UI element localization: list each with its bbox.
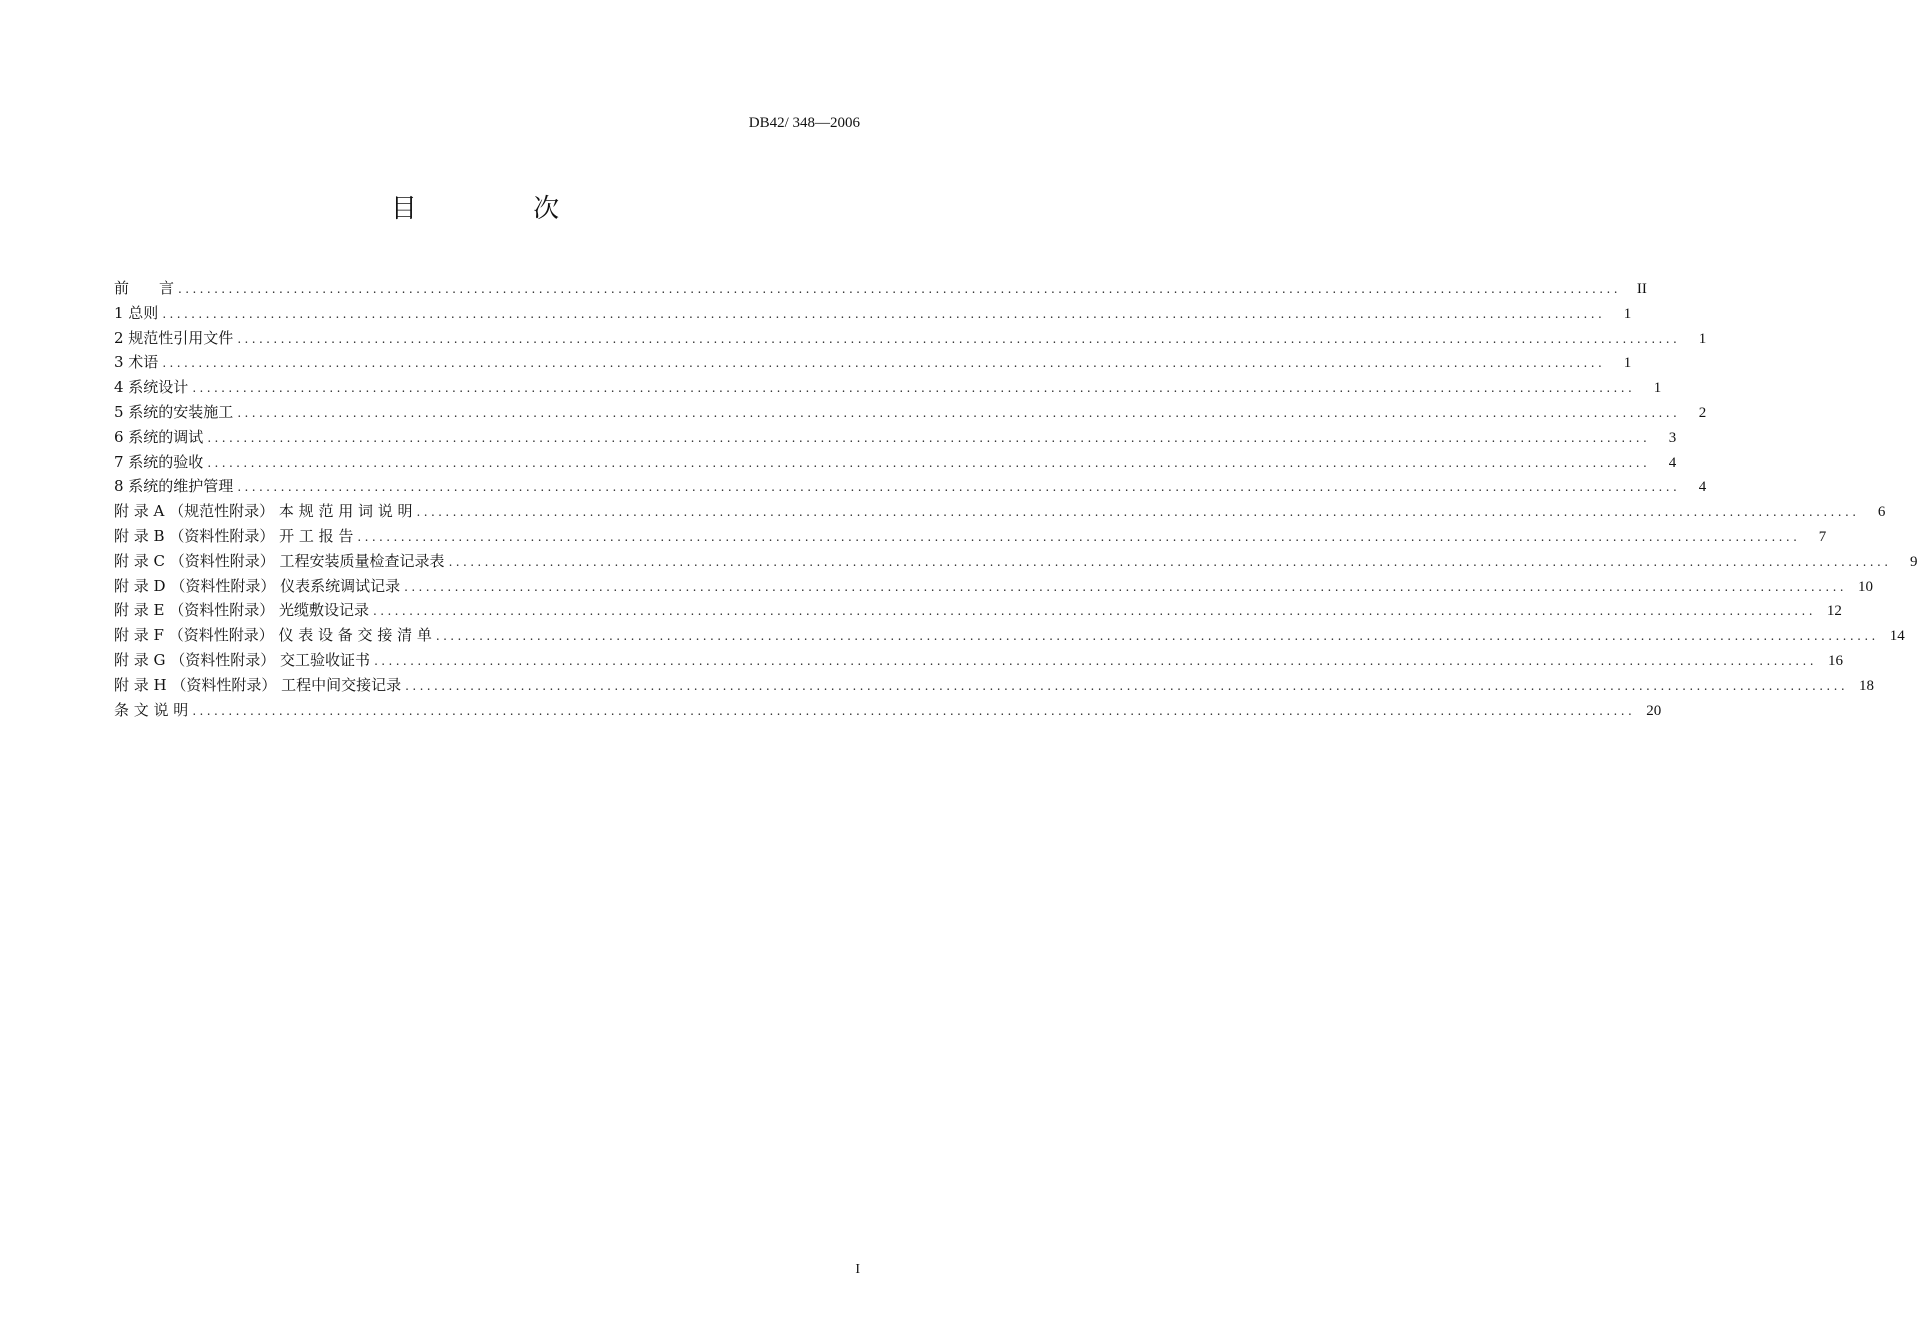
toc-entry-label: 附 录 D （资料性附录） 仪表系统调试记录 — [114, 576, 401, 595]
toc-entry[interactable] — [114, 276, 1647, 301]
toc-entry[interactable] — [114, 450, 1677, 475]
toc-entry-label: 8 系统的维护管理 — [114, 477, 234, 496]
toc-entry[interactable] — [114, 549, 1917, 574]
toc-entry-label: 5 系统的安装施工 — [114, 402, 234, 421]
toc-entry-label: 3 术语 — [114, 353, 159, 372]
dot-leader: ........................................................................................................................................................................................................ — [374, 653, 1817, 668]
toc-entry[interactable] — [114, 499, 1886, 524]
toc-entry-label: 7 系统的验收 — [114, 452, 204, 471]
toc-entry-page: 2 — [1698, 404, 1707, 421]
dot-leader: ........................................................................................................................................................................................................ — [405, 678, 1849, 693]
toc-entry-label: 附 录 E （资料性附录） 光缆敷设记录 — [114, 601, 370, 620]
toc-entry[interactable] — [114, 425, 1677, 450]
toc-entry-page: 12 — [1826, 603, 1842, 620]
dot-leader: ........................................................................................................................................................................................................ — [237, 405, 1681, 420]
toc-entry-page: II — [1636, 281, 1647, 297]
toc-entry-label: 附 录 C （资料性附录） 工程安装质量检查记录表 — [114, 551, 445, 570]
toc-entry[interactable] — [114, 574, 1873, 599]
toc-entry-page: 7 — [1818, 528, 1827, 545]
toc-entry-page: 1 — [1623, 355, 1632, 372]
dot-leader: ........................................................................................................................................................................................................ — [207, 430, 1651, 445]
toc-entry-label: 6 系统的调试 — [114, 427, 204, 446]
dot-leader: ........................................................................................................................................................................................................ — [237, 331, 1681, 346]
toc-entry[interactable] — [114, 326, 1707, 351]
toc-entry-page: 9 — [1909, 553, 1917, 570]
page-title: 目 次 — [390, 194, 614, 224]
toc-entry-label: 1 总则 — [114, 303, 159, 322]
dot-leader: ........................................................................................................................................................................................................ — [435, 629, 1879, 644]
toc-entry[interactable] — [114, 474, 1707, 499]
toc-entry-label: 附 录 H （资料性附录） 工程中间交接记录 — [114, 675, 402, 694]
toc-entry[interactable] — [114, 598, 1842, 623]
toc-entry[interactable] — [114, 350, 1632, 375]
toc-entry[interactable] — [114, 375, 1662, 400]
dot-leader: ........................................................................................................................................................................................................ — [357, 529, 1801, 544]
dot-leader: ........................................................................................................................................................................................................ — [416, 505, 1860, 520]
toc-entry-label: 2 规范性引用文件 — [114, 328, 234, 347]
toc-entry-label: 附 录 F （资料性附录） 仪 表 设 备 交 接 清 单 — [114, 626, 432, 645]
toc-entry-label: 4 系统设计 — [114, 378, 189, 397]
toc-entry-page: 14 — [1889, 628, 1905, 645]
toc-entry-page: 20 — [1646, 702, 1662, 719]
table-of-contents — [114, 276, 1917, 722]
toc-entry[interactable] — [114, 524, 1827, 549]
dot-leader: ........................................................................................................................................................................................................ — [178, 282, 1621, 296]
toc-entry-label: 前 言 — [114, 279, 175, 297]
toc-entry-page: 4 — [1668, 454, 1677, 471]
page-number: I — [855, 1262, 860, 1277]
dot-leader: ........................................................................................................................................................................................................ — [162, 356, 1606, 371]
toc-entry-label: 附 录 B （资料性附录） 开 工 报 告 — [114, 526, 354, 545]
toc-entry-page: 1 — [1623, 305, 1632, 322]
dot-leader: ........................................................................................................................................................................................................ — [448, 554, 1892, 569]
toc-entry-page: 4 — [1698, 479, 1707, 496]
toc-entry[interactable] — [114, 623, 1905, 648]
toc-entry-page: 3 — [1668, 429, 1677, 446]
toc-entry[interactable] — [114, 698, 1662, 723]
toc-entry-page: 10 — [1858, 578, 1873, 595]
toc-entry-page: 1 — [1653, 380, 1662, 397]
toc-entry-page: 1 — [1698, 330, 1707, 347]
dot-leader: ........................................................................................................................................................................................................ — [237, 480, 1681, 495]
toc-entry-label: 附 录 A （规范性附录） 本 规 范 用 词 说 明 — [114, 502, 413, 521]
document-id: DB42/ 348—2006 — [748, 115, 860, 131]
toc-entry-label: 附 录 G （资料性附录） 交工验收证书 — [114, 650, 371, 669]
toc-entry-page: 16 — [1827, 652, 1843, 669]
toc-entry-page: 18 — [1859, 677, 1875, 694]
toc-entry[interactable] — [114, 673, 1875, 698]
toc-entry[interactable] — [114, 301, 1632, 326]
dot-leader: ........................................................................................................................................................................................................ — [207, 455, 1651, 470]
dot-leader: ........................................................................................................................................................................................................ — [162, 306, 1606, 321]
dot-leader: ........................................................................................................................................................................................................ — [404, 579, 1847, 594]
toc-entry-page: 6 — [1877, 504, 1886, 521]
toc-entry-label: 条 文 说 明 — [114, 700, 189, 719]
toc-entry[interactable] — [114, 648, 1843, 673]
dot-leader: ........................................................................................................................................................................................................ — [373, 604, 1816, 619]
dot-leader: ........................................................................................................................................................................................................ — [192, 381, 1636, 396]
toc-entry[interactable] — [114, 400, 1707, 425]
dot-leader: ........................................................................................................................................................................................................ — [192, 703, 1636, 718]
